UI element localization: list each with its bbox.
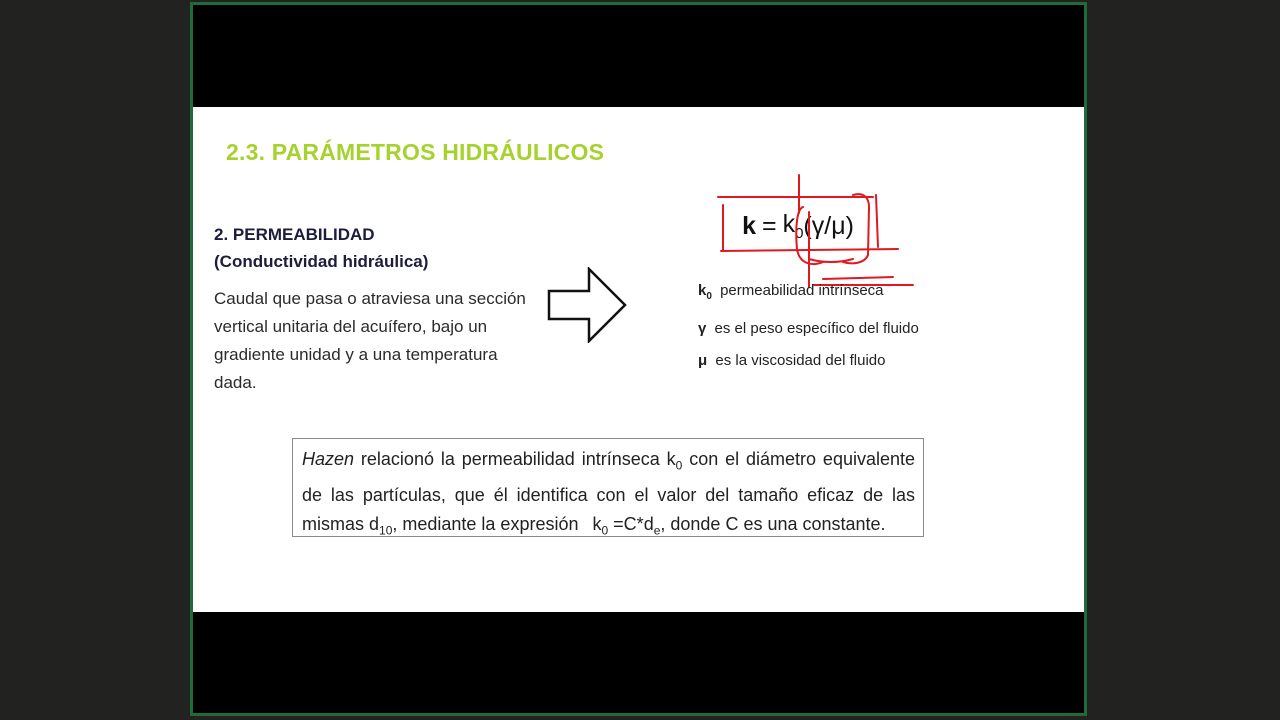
variable-description: es la viscosidad del fluido xyxy=(715,352,886,369)
variable-row-gamma xyxy=(698,313,919,345)
variable-list xyxy=(698,275,919,377)
section-heading xyxy=(214,221,428,275)
variable-row-mu xyxy=(698,345,919,377)
variable-row-k0 xyxy=(698,275,919,313)
hazen-name: Hazen xyxy=(302,449,355,469)
variable-symbol: μ xyxy=(698,352,708,369)
variable-symbol: γ xyxy=(698,320,707,337)
formula-k0: $k_0$ xyxy=(782,210,804,242)
slide-title: 2.3. PARÁMETROS HIDRÁULICOS xyxy=(226,139,605,165)
section-heading-line2: (Conductividad hidráulica) xyxy=(214,252,429,271)
variable-symbol: $k_0$ xyxy=(698,282,712,302)
definition-text: Caudal que pasa o atraviesa una sección vertical unitaria del acuífero, bajo un gradiente unidad y a una temperatura dada. xyxy=(214,289,526,392)
section-heading-line1: 2. PERMEABILIDAD xyxy=(214,225,375,244)
variable-description: permeabilidad intrínseca xyxy=(720,282,884,299)
hazen-expression: $k_0 =C*d_e$ xyxy=(592,513,661,538)
right-arrow-icon xyxy=(547,267,629,343)
variable-description: es el peso específico del fluido xyxy=(714,320,919,337)
formula-equals: = xyxy=(761,211,777,240)
formula-rhs: (γ/μ) xyxy=(803,211,854,240)
formula-lhs: k xyxy=(742,211,756,240)
presentation-slide xyxy=(193,107,1084,612)
hazen-note-box: Hazen relacionó la permeabilidad intrínseca $k_0$ con el diámetro equivalente de las partículas, que él identifica con el valor del tamaño eficaz de las mismas $d_{10}$, mediante la expresión $k_0 =C*d_e$, donde C es una constante. xyxy=(292,438,924,537)
